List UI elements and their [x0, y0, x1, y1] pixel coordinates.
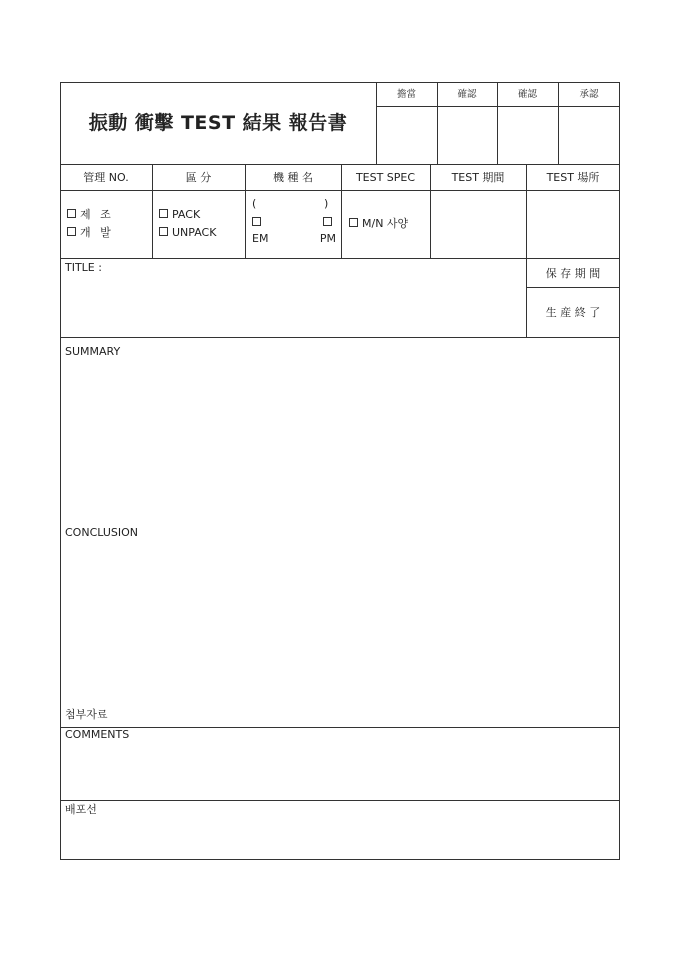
model-paren-close: ) [324, 197, 329, 210]
approval-cell-approve: 承認 [579, 89, 599, 100]
checkbox[interactable] [67, 209, 76, 218]
approval-cell-charge: 擔當 [396, 89, 416, 100]
col-header-test-place: TEST 場所 [546, 171, 600, 184]
division-option-unpack[interactable] [159, 226, 216, 239]
col-header-model: 機 種 名 [273, 171, 313, 184]
rule [526, 287, 620, 288]
model-option-pm[interactable] [306, 216, 336, 245]
rule [60, 337, 620, 338]
rule [376, 106, 620, 107]
manage-option-manufacture[interactable] [67, 208, 114, 221]
option-label: 개 발 [80, 226, 114, 239]
spec-option-mn[interactable] [349, 217, 408, 230]
option-label: M/N 사양 [362, 217, 409, 230]
approval-cell-confirm-1: 確認 [457, 89, 477, 100]
attachments-label: 첨부자료 [65, 708, 108, 721]
conclusion-label: CONCLUSION [65, 526, 138, 539]
production-end-label: 生 産 終 了 [545, 306, 601, 319]
rule [60, 727, 620, 728]
option-label: PACK [172, 208, 201, 221]
model-paren-open: ( [252, 197, 257, 210]
rule [60, 258, 620, 259]
report-form [60, 82, 620, 860]
checkbox[interactable] [67, 227, 76, 236]
manage-option-development[interactable] [67, 226, 114, 239]
checkbox[interactable] [349, 218, 358, 227]
retention-period-label: 保 存 期 間 [545, 267, 601, 280]
report-title: 振動 衝擊 TEST 結果 報告書 [88, 112, 348, 134]
approval-cell-confirm-2: 確認 [517, 89, 537, 100]
rule [60, 164, 620, 165]
option-label: EM [252, 232, 269, 245]
option-label: 제 조 [80, 208, 114, 221]
col-header-test-period: TEST 期間 [451, 171, 505, 184]
checkbox[interactable] [159, 209, 168, 218]
distribution-label: 배포선 [65, 803, 97, 816]
rule [60, 800, 620, 801]
checkbox[interactable] [252, 217, 261, 226]
checkbox[interactable] [323, 217, 332, 226]
col-header-test-spec: TEST SPEC [355, 171, 416, 184]
rule [60, 190, 620, 191]
comments-label: COMMENTS [65, 728, 130, 741]
col-header-division: 區 分 [185, 171, 212, 184]
checkbox[interactable] [159, 227, 168, 236]
model-option-em[interactable] [252, 216, 282, 245]
title-label: TITLE : [65, 261, 102, 274]
col-header-manage-no: 管理 NO. [83, 171, 129, 184]
summary-label: SUMMARY [65, 345, 121, 358]
option-label: UNPACK [172, 226, 217, 239]
option-label: PM [319, 232, 336, 245]
division-option-pack[interactable] [159, 208, 200, 221]
